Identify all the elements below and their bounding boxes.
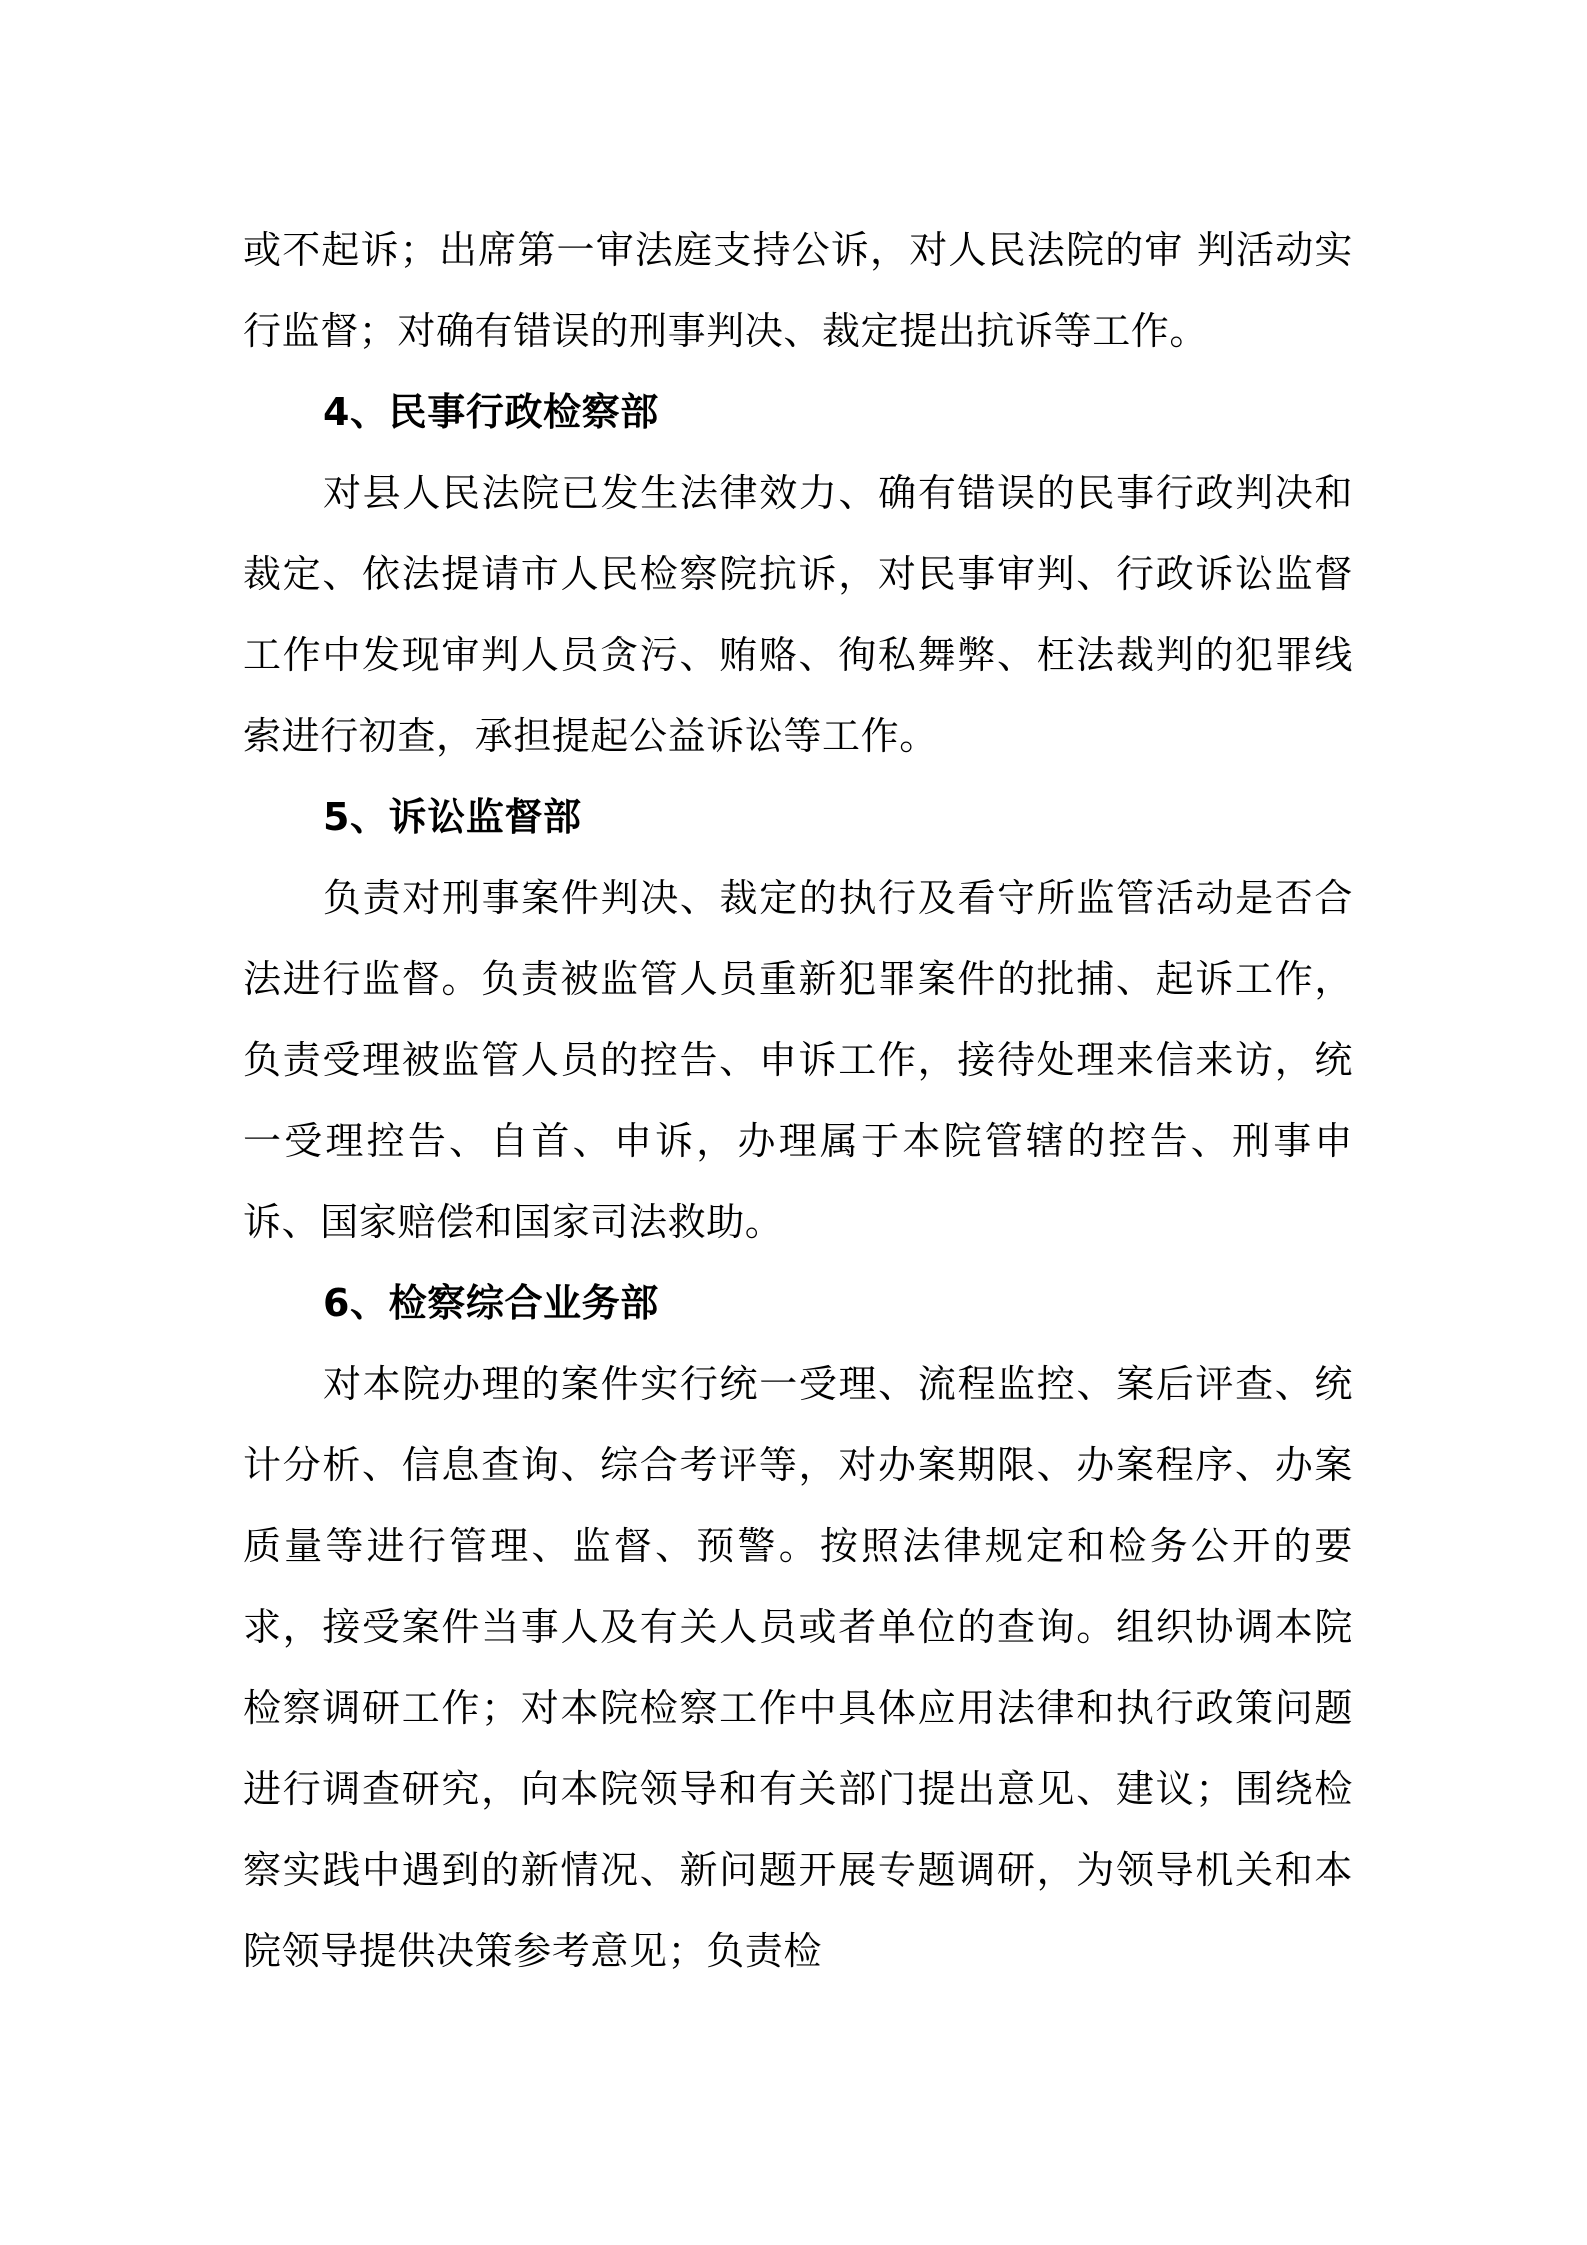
- document-content: [243, 210, 1353, 1992]
- intro-paragraph: 或不起诉；出席第一审法庭支持公诉，对人民法院的审 判活动实行监督；对确有错误的刑事判决、裁定提出抗诉等工作。: [243, 228, 1353, 353]
- section-heading-comprehensive-affairs: 6、检察综合业务部: [323, 1281, 659, 1325]
- section-heading-civil-administrative: 4、民事行政检察部: [323, 390, 659, 434]
- section-body-civil-administrative: 对县人民法院已发生法律效力、确有错误的民事行政判决和裁定、依法提请市人民检察院抗诉，对民事审判、行政诉讼监督工作中发现审判人员贪污、贿赂、徇私舞弊、枉法裁判的犯罪线索进行初查，承担提起公益诉讼等工作。: [243, 471, 1353, 758]
- section-heading-litigation-supervision: 5、诉讼监督部: [323, 795, 582, 839]
- section-body-comprehensive-affairs: 对本院办理的案件实行统一受理、流程监控、案后评查、统计分析、信息查询、综合考评等，对办案期限、办案程序、办案质量等进行管理、监督、预警。按照法律规定和检务公开的要求，接受案件当事人及有关人员或者单位的查询。组织协调本院检察调研工作；对本院检察工作中具体应用法律和执行政策问题进行调查研究，向本院领导和有关部门提出意见、建议；围绕检察实践中遇到的新情况、新问题开展专题调研，为领导机关和本院领导提供决策参考意见；负责检: [243, 1362, 1353, 1973]
- section-body-litigation-supervision: 负责对刑事案件判决、裁定的执行及看守所监管活动是否合法进行监督。负责被监管人员重新犯罪案件的批捕、起诉工作，负责受理被监管人员的控告、申诉工作，接待处理来信来访，统一受理控告、自首、申诉，办理属于本院管辖的控告、刑事申诉、国家赔偿和国家司法救助。: [243, 876, 1353, 1244]
